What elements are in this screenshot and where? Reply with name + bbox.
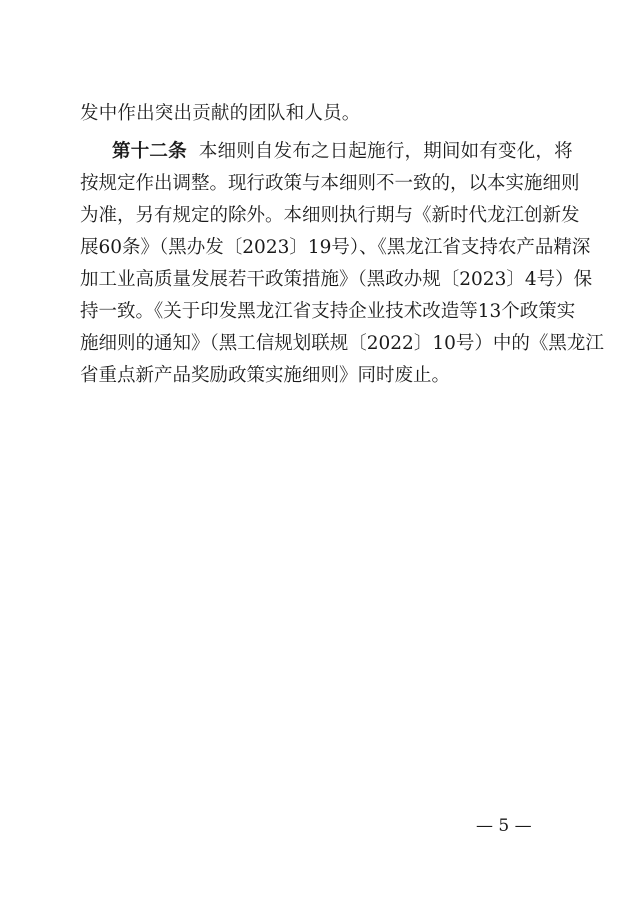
article-number: 第十二条 xyxy=(112,141,187,162)
article-text-line: 省重点新产品奖励政策实施细则》同时废止。 xyxy=(80,365,451,386)
article-text-line: 为准，另有规定的除外。本细则执行期与《新时代龙江创新发 xyxy=(80,205,580,226)
article-text-line: 加工业高质量发展若干政策措施》（黑政办规〔2023〕4号）保 xyxy=(80,269,593,290)
article-text-line: 本细则自发布之日起施行，期间如有变化，将 xyxy=(198,141,573,162)
article-text-line: 按规定作出调整。现行政策与本细则不一致的，以本实施细则 xyxy=(80,173,580,194)
article-first-line xyxy=(80,136,573,168)
article-text-line: 展60条》（黑办发〔2023〕19号）、《黑龙江省支持农产品精深 xyxy=(80,237,591,258)
article-text-line: 持一致。《关于印发黑龙江省支持企业技术改造等13个政策实 xyxy=(80,301,576,322)
article-text-line: 施细则的通知》（黑工信规划联规〔2022〕10号）中的《黑龙江 xyxy=(80,333,604,354)
page-number: — 5 — xyxy=(476,816,532,836)
continuation-line: 发中作出突出贡献的团队和人员。 xyxy=(80,103,361,124)
